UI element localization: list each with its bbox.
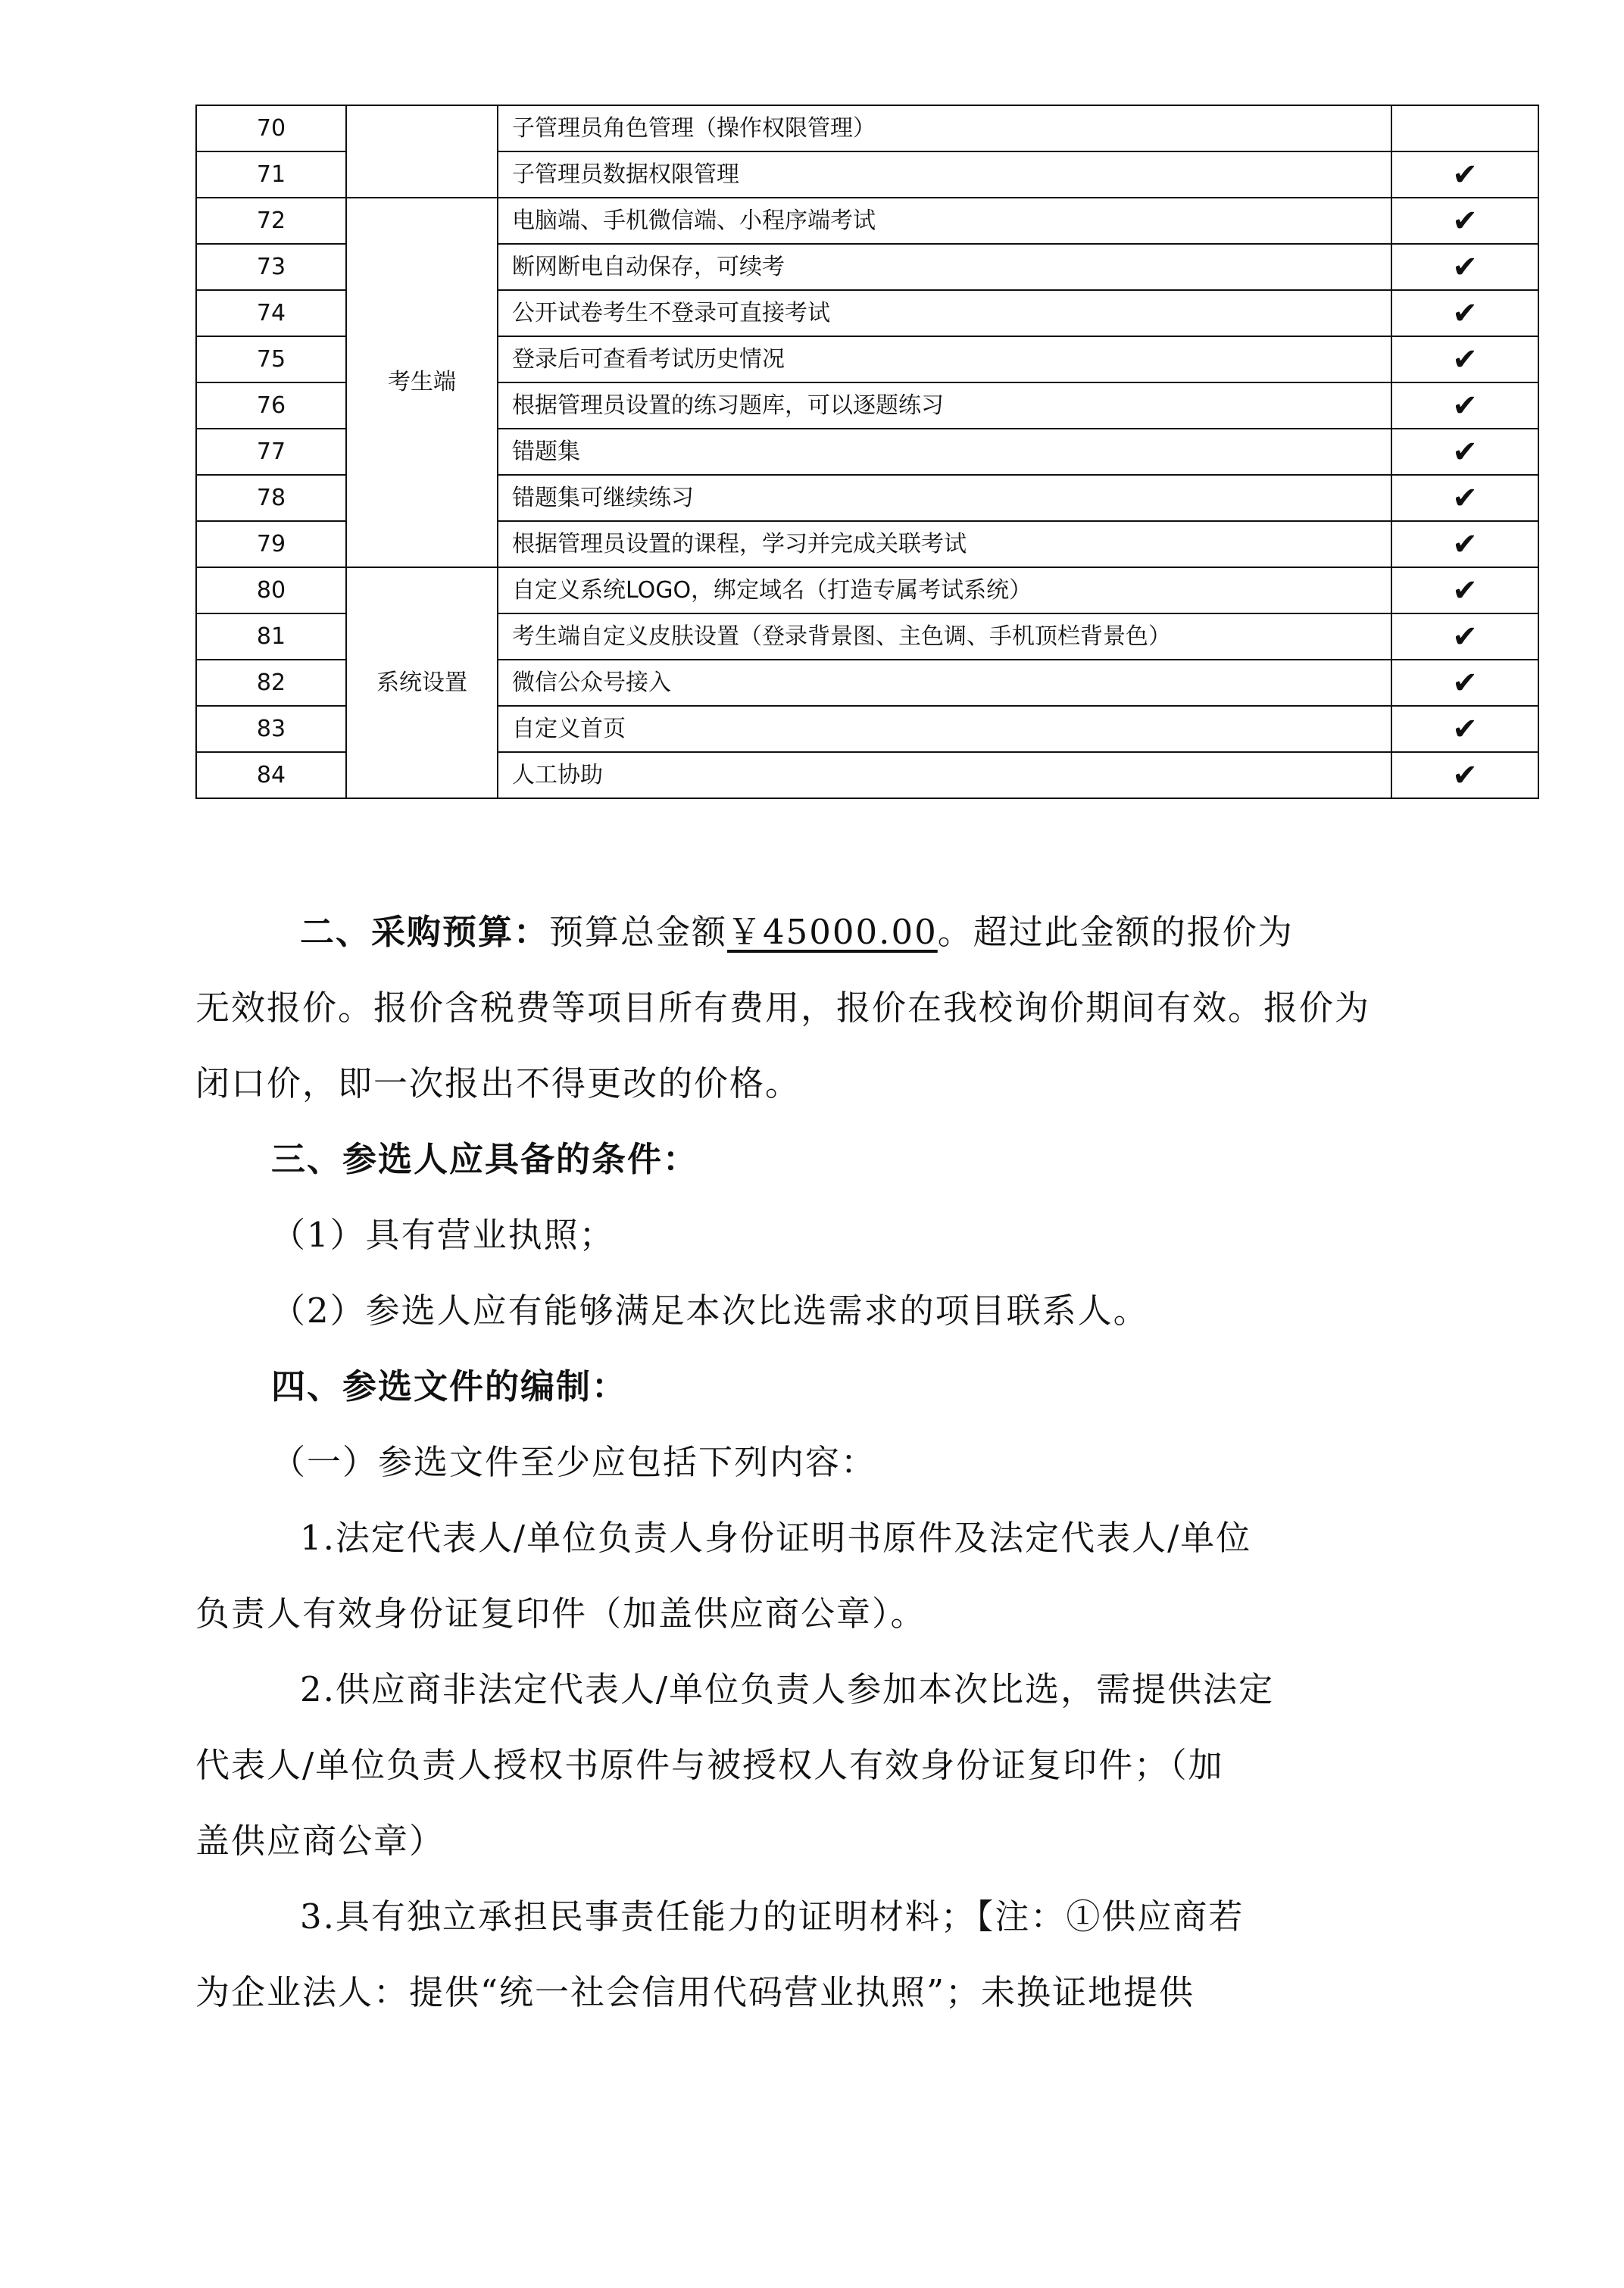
row-number: 78	[196, 475, 346, 521]
row-number: 81	[196, 613, 346, 660]
budget-text-after: 。超过此金额的报价为	[937, 912, 1294, 952]
check-mark-icon: ✔	[1391, 429, 1538, 475]
budget-line: 闭口价，即一次报出不得更改的价格。	[195, 1063, 801, 1103]
row-number: 83	[196, 706, 346, 752]
feature-cell: 公开试卷考生不登录可直接考试	[498, 290, 1391, 336]
row-number: 80	[196, 567, 346, 613]
feature-cell: 根据管理员设置的课程，学习并完成关联考试	[498, 521, 1391, 567]
check-mark-icon: ✔	[1391, 244, 1538, 290]
row-number: 73	[196, 244, 346, 290]
feature-cell: 自定义系统LOGO，绑定域名（打造专属考试系统）	[498, 567, 1391, 613]
docs-paragraph-line: 负责人有效身份证复印件（加盖供应商公章）。	[195, 1593, 926, 1634]
docs-paragraph-line: 盖供应商公章）	[195, 1821, 445, 1861]
document-body	[195, 894, 1538, 2030]
budget-amount: ￥45000.00	[727, 912, 938, 952]
docs-paragraph-line: 1.法定代表人/单位负责人身份证明书原件及法定代表人/单位	[300, 1518, 1252, 1558]
feature-cell: 自定义首页	[498, 706, 1391, 752]
check-mark-icon: ✔	[1391, 613, 1538, 660]
table-row	[196, 567, 1538, 613]
feature-cell: 断网断电自动保存，可续考	[498, 244, 1391, 290]
feature-cell: 根据管理员设置的练习题库，可以逐题练习	[498, 382, 1391, 429]
check-mark-icon: ✔	[1391, 752, 1538, 798]
row-number: 84	[196, 752, 346, 798]
check-mark-icon: ✔	[1391, 290, 1538, 336]
row-number: 74	[196, 290, 346, 336]
table-row	[196, 105, 1538, 151]
check-mark-icon: ✔	[1391, 521, 1538, 567]
condition-item: （2）参选人应有能够满足本次比选需求的项目联系人。	[271, 1291, 1149, 1331]
docs-heading: 四、参选文件的编制：	[271, 1366, 628, 1406]
row-number: 71	[196, 151, 346, 198]
budget-heading: 二、采购预算：	[300, 912, 550, 952]
feature-cell: 考生端自定义皮肤设置（登录背景图、主色调、手机顶栏背景色）	[498, 613, 1391, 660]
feature-cell: 子管理员角色管理（操作权限管理）	[498, 105, 1391, 151]
row-number: 70	[196, 105, 346, 151]
check-mark-icon: ✔	[1391, 198, 1538, 244]
row-number: 75	[196, 336, 346, 382]
check-mark-icon: ✔	[1391, 706, 1538, 752]
docs-subheading: （一）参选文件至少应包括下列内容：	[271, 1442, 877, 1482]
row-number: 72	[196, 198, 346, 244]
category-examinee: 考生端	[346, 198, 498, 567]
check-mark-icon: ✔	[1391, 660, 1538, 706]
check-mark-icon: ✔	[1391, 382, 1538, 429]
budget-line: 无效报价。报价含税费等项目所有费用，报价在我校询价期间有效。报价为	[195, 988, 1371, 1028]
feature-cell: 错题集可继续练习	[498, 475, 1391, 521]
budget-text-before: 预算总金额	[549, 912, 728, 952]
table-row	[196, 198, 1538, 244]
docs-paragraph-line: 代表人/单位负责人授权书原件与被授权人有效身份证复印件；（加	[195, 1745, 1224, 1785]
docs-paragraph-line: 2.供应商非法定代表人/单位负责人参加本次比选，需提供法定	[300, 1669, 1275, 1709]
category-cell	[346, 105, 498, 198]
check-mark-icon: ✔	[1391, 567, 1538, 613]
row-number: 79	[196, 521, 346, 567]
condition-item: （1）具有营业执照；	[271, 1215, 615, 1255]
feature-cell: 子管理员数据权限管理	[498, 151, 1391, 198]
docs-paragraph-line: 为企业法人：提供“统一社会信用代码营业执照”；未换证地提供	[195, 1972, 1195, 2012]
feature-table	[195, 105, 1539, 799]
feature-cell: 登录后可查看考试历史情况	[498, 336, 1391, 382]
check-cell	[1391, 105, 1538, 151]
feature-cell: 错题集	[498, 429, 1391, 475]
check-mark-icon: ✔	[1391, 151, 1538, 198]
row-number: 82	[196, 660, 346, 706]
feature-cell: 微信公众号接入	[498, 660, 1391, 706]
feature-cell: 电脑端、手机微信端、小程序端考试	[498, 198, 1391, 244]
category-system-settings: 系统设置	[346, 567, 498, 798]
conditions-heading: 三、参选人应具备的条件：	[271, 1139, 699, 1179]
docs-paragraph-line: 3.具有独立承担民事责任能力的证明材料；【注：①供应商若	[300, 1896, 1245, 1937]
check-mark-icon: ✔	[1391, 336, 1538, 382]
budget-paragraph	[195, 894, 1538, 970]
row-number: 77	[196, 429, 346, 475]
check-mark-icon: ✔	[1391, 475, 1538, 521]
row-number: 76	[196, 382, 346, 429]
feature-cell: 人工协助	[498, 752, 1391, 798]
